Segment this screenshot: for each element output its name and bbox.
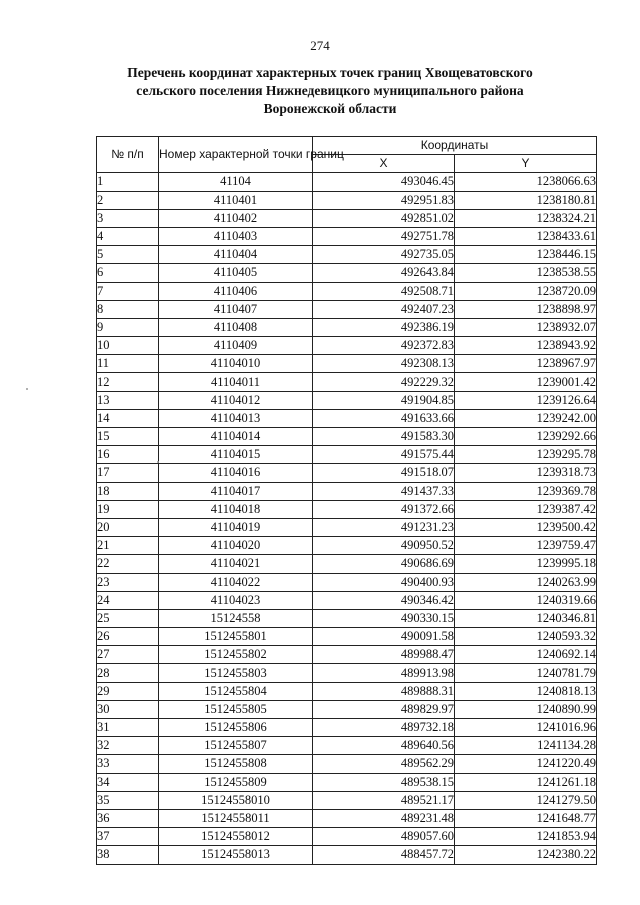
coord-x: 491231.23 — [313, 518, 455, 536]
table-row — [97, 391, 597, 409]
coord-y: 1238538.55 — [455, 264, 597, 282]
point-number: 15124558011 — [159, 809, 313, 827]
table-row — [97, 246, 597, 264]
point-number: 4110405 — [159, 264, 313, 282]
point-number: 41104013 — [159, 409, 313, 427]
row-number: 25 — [97, 609, 159, 627]
coord-y: 1241134.28 — [455, 737, 597, 755]
row-number: 34 — [97, 773, 159, 791]
coordinates-table — [96, 136, 597, 865]
point-number: 41104014 — [159, 428, 313, 446]
point-number: 1512455801 — [159, 628, 313, 646]
point-number: 41104022 — [159, 573, 313, 591]
coord-y: 1240692.14 — [455, 646, 597, 664]
table-row — [97, 300, 597, 318]
table-row — [97, 809, 597, 827]
point-number: 41104017 — [159, 482, 313, 500]
table-row — [97, 755, 597, 773]
coord-x: 491583.30 — [313, 428, 455, 446]
coord-y: 1241220.49 — [455, 755, 597, 773]
point-number: 41104015 — [159, 446, 313, 464]
table-row — [97, 682, 597, 700]
coord-x: 492751.78 — [313, 227, 455, 245]
coord-x: 492951.83 — [313, 191, 455, 209]
header-point-number: Номер характерной точки границ — [159, 137, 313, 173]
table-row — [97, 628, 597, 646]
coord-x: 490091.58 — [313, 628, 455, 646]
coord-x: 492508.71 — [313, 282, 455, 300]
title-line: Воронежской области — [263, 101, 397, 116]
table-row — [97, 828, 597, 846]
row-number: 18 — [97, 482, 159, 500]
table-row — [97, 227, 597, 245]
table-body — [97, 173, 597, 864]
coord-y: 1239001.42 — [455, 373, 597, 391]
row-number: 20 — [97, 518, 159, 536]
coord-x: 489538.15 — [313, 773, 455, 791]
point-number: 15124558 — [159, 609, 313, 627]
coord-x: 489888.31 — [313, 682, 455, 700]
coord-y: 1239369.78 — [455, 482, 597, 500]
coord-y: 1239295.78 — [455, 446, 597, 464]
table-row — [97, 573, 597, 591]
coord-y: 1239318.73 — [455, 464, 597, 482]
table-row — [97, 773, 597, 791]
coord-x: 492229.32 — [313, 373, 455, 391]
point-number: 15124558010 — [159, 791, 313, 809]
table-row — [97, 719, 597, 737]
point-number: 41104019 — [159, 518, 313, 536]
coord-y: 1239242.00 — [455, 409, 597, 427]
point-number: 1512455808 — [159, 755, 313, 773]
coord-y: 1238324.21 — [455, 209, 597, 227]
page-number: 274 — [310, 38, 330, 53]
row-number: 24 — [97, 591, 159, 609]
header-y: Y — [455, 155, 597, 173]
row-number: 5 — [97, 246, 159, 264]
row-number: 29 — [97, 682, 159, 700]
coord-y: 1240319.66 — [455, 591, 597, 609]
coord-x: 489057.60 — [313, 828, 455, 846]
table-row — [97, 791, 597, 809]
point-number: 41104011 — [159, 373, 313, 391]
row-number: 21 — [97, 537, 159, 555]
row-number: 38 — [97, 846, 159, 864]
table-row — [97, 337, 597, 355]
point-number: 1512455809 — [159, 773, 313, 791]
point-number: 1512455804 — [159, 682, 313, 700]
row-number: 3 — [97, 209, 159, 227]
row-number: 23 — [97, 573, 159, 591]
coord-y: 1239995.18 — [455, 555, 597, 573]
title-line: Перечень координат характерных точек границ Хвощеватовского — [127, 65, 533, 80]
coord-x: 490400.93 — [313, 573, 455, 591]
coord-y: 1238943.92 — [455, 337, 597, 355]
coord-x: 491437.33 — [313, 482, 455, 500]
row-number: 36 — [97, 809, 159, 827]
table-row — [97, 846, 597, 864]
row-number: 6 — [97, 264, 159, 282]
row-number: 12 — [97, 373, 159, 391]
table-row — [97, 555, 597, 573]
header-coordinates: Координаты — [313, 137, 597, 155]
table-row — [97, 591, 597, 609]
coord-x: 489913.98 — [313, 664, 455, 682]
coord-y: 1238720.09 — [455, 282, 597, 300]
coord-y: 1239759.47 — [455, 537, 597, 555]
point-number: 41104016 — [159, 464, 313, 482]
table-row — [97, 646, 597, 664]
coord-x: 489829.97 — [313, 700, 455, 718]
table-row — [97, 464, 597, 482]
coord-x: 492407.23 — [313, 300, 455, 318]
coord-x: 492851.02 — [313, 209, 455, 227]
coord-y: 1240346.81 — [455, 609, 597, 627]
point-number: 41104018 — [159, 500, 313, 518]
coord-y: 1242380.22 — [455, 846, 597, 864]
table-row — [97, 537, 597, 555]
point-number: 1512455803 — [159, 664, 313, 682]
point-number: 4110404 — [159, 246, 313, 264]
coord-x: 491372.66 — [313, 500, 455, 518]
row-number: 28 — [97, 664, 159, 682]
coord-x: 489640.56 — [313, 737, 455, 755]
row-number: 10 — [97, 337, 159, 355]
coord-y: 1238967.97 — [455, 355, 597, 373]
coord-y: 1241261.18 — [455, 773, 597, 791]
title-line: сельского поселения Нижнедевицкого муниципального района — [136, 83, 524, 98]
header-x: X — [313, 155, 455, 173]
coord-x: 492372.83 — [313, 337, 455, 355]
row-number: 26 — [97, 628, 159, 646]
point-number: 1512455807 — [159, 737, 313, 755]
table-row — [97, 737, 597, 755]
table-row — [97, 318, 597, 336]
coord-y: 1241016.96 — [455, 719, 597, 737]
coord-y: 1239292.66 — [455, 428, 597, 446]
point-number: 4110401 — [159, 191, 313, 209]
table-row — [97, 664, 597, 682]
point-number: 41104021 — [159, 555, 313, 573]
coord-x: 493046.45 — [313, 173, 455, 191]
coord-x: 489562.29 — [313, 755, 455, 773]
coord-x: 490346.42 — [313, 591, 455, 609]
table-row — [97, 209, 597, 227]
scan-speck — [157, 461, 159, 463]
point-number: 4110402 — [159, 209, 313, 227]
row-number: 13 — [97, 391, 159, 409]
coord-y: 1238066.63 — [455, 173, 597, 191]
table-row — [97, 609, 597, 627]
point-number: 41104010 — [159, 355, 313, 373]
coord-x: 491904.85 — [313, 391, 455, 409]
point-number: 1512455805 — [159, 700, 313, 718]
point-number: 41104023 — [159, 591, 313, 609]
coord-y: 1240818.13 — [455, 682, 597, 700]
coord-y: 1239387.42 — [455, 500, 597, 518]
coord-x: 489521.17 — [313, 791, 455, 809]
row-number: 2 — [97, 191, 159, 209]
table-row — [97, 282, 597, 300]
table-header — [97, 137, 597, 173]
row-number: 9 — [97, 318, 159, 336]
point-number: 15124558013 — [159, 846, 313, 864]
point-number: 4110403 — [159, 227, 313, 245]
coord-x: 491575.44 — [313, 446, 455, 464]
coord-y: 1239126.64 — [455, 391, 597, 409]
coord-y: 1239500.42 — [455, 518, 597, 536]
row-number: 33 — [97, 755, 159, 773]
table-row — [97, 500, 597, 518]
header-num: № п/п — [97, 137, 159, 173]
row-number: 14 — [97, 409, 159, 427]
row-number: 22 — [97, 555, 159, 573]
coord-x: 492735.05 — [313, 246, 455, 264]
row-number: 8 — [97, 300, 159, 318]
table-row — [97, 191, 597, 209]
row-number: 30 — [97, 700, 159, 718]
row-number: 15 — [97, 428, 159, 446]
coord-y: 1240263.99 — [455, 573, 597, 591]
table-row — [97, 700, 597, 718]
row-number: 37 — [97, 828, 159, 846]
table-row — [97, 173, 597, 191]
coord-y: 1238898.97 — [455, 300, 597, 318]
document-title — [60, 64, 600, 118]
point-number: 4110407 — [159, 300, 313, 318]
row-number: 35 — [97, 791, 159, 809]
coord-x: 489732.18 — [313, 719, 455, 737]
point-number: 4110406 — [159, 282, 313, 300]
coord-x: 492308.13 — [313, 355, 455, 373]
coord-y: 1240890.99 — [455, 700, 597, 718]
point-number: 1512455802 — [159, 646, 313, 664]
scan-speck — [26, 388, 28, 390]
coord-y: 1238446.15 — [455, 246, 597, 264]
row-number: 1 — [97, 173, 159, 191]
row-number: 31 — [97, 719, 159, 737]
row-number: 4 — [97, 227, 159, 245]
table-row — [97, 373, 597, 391]
point-number: 41104 — [159, 173, 313, 191]
coord-x: 489988.47 — [313, 646, 455, 664]
point-number: 15124558012 — [159, 828, 313, 846]
coord-x: 491518.07 — [313, 464, 455, 482]
table-row — [97, 518, 597, 536]
point-number: 41104012 — [159, 391, 313, 409]
coord-x: 490950.52 — [313, 537, 455, 555]
coord-y: 1238180.81 — [455, 191, 597, 209]
row-number: 16 — [97, 446, 159, 464]
coord-y: 1241648.77 — [455, 809, 597, 827]
table-row — [97, 446, 597, 464]
table-row — [97, 355, 597, 373]
row-number: 27 — [97, 646, 159, 664]
coord-x: 488457.72 — [313, 846, 455, 864]
table-row — [97, 428, 597, 446]
table-row — [97, 482, 597, 500]
row-number: 19 — [97, 500, 159, 518]
point-number: 4110408 — [159, 318, 313, 336]
point-number: 4110409 — [159, 337, 313, 355]
coord-y: 1241279.50 — [455, 791, 597, 809]
row-number: 32 — [97, 737, 159, 755]
table-row — [97, 264, 597, 282]
coord-y: 1240781.79 — [455, 664, 597, 682]
coord-y: 1241853.94 — [455, 828, 597, 846]
coord-y: 1238932.07 — [455, 318, 597, 336]
coord-x: 492386.19 — [313, 318, 455, 336]
coord-x: 489231.48 — [313, 809, 455, 827]
row-number: 17 — [97, 464, 159, 482]
coord-y: 1240593.32 — [455, 628, 597, 646]
coord-y: 1238433.61 — [455, 227, 597, 245]
point-number: 41104020 — [159, 537, 313, 555]
row-number: 11 — [97, 355, 159, 373]
row-number: 7 — [97, 282, 159, 300]
table-row — [97, 409, 597, 427]
coord-x: 492643.84 — [313, 264, 455, 282]
coord-x: 490330.15 — [313, 609, 455, 627]
coord-x: 490686.69 — [313, 555, 455, 573]
point-number: 1512455806 — [159, 719, 313, 737]
coord-x: 491633.66 — [313, 409, 455, 427]
